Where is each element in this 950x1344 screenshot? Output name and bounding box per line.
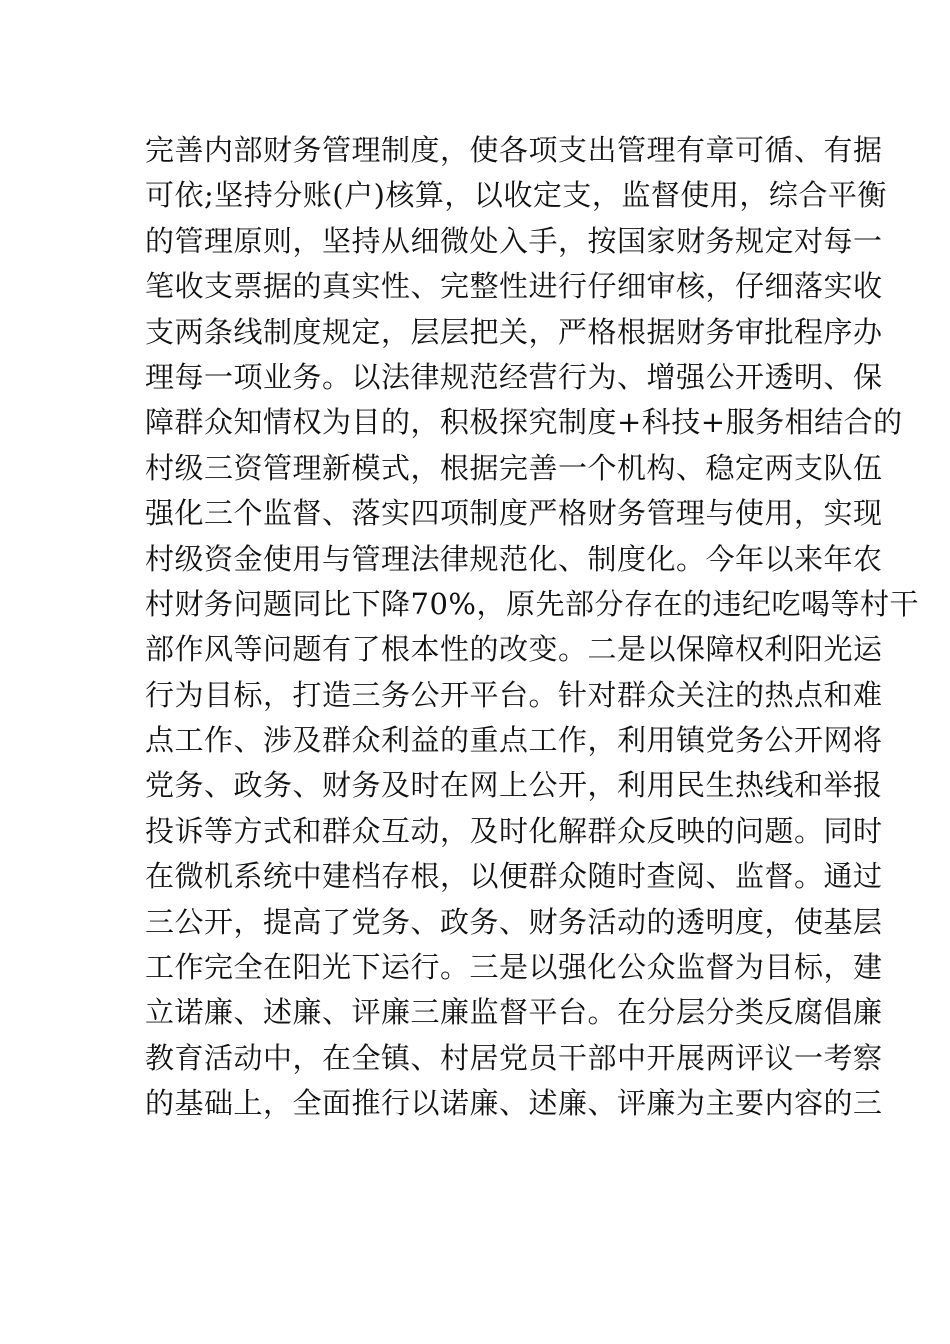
- text-line: 立诺廉、述廉、评廉三廉监督平台。在分层分类反腐倡廉: [145, 995, 883, 1030]
- text-line: 教育活动中，在全镇、村居党员干部中开展两评议一考察: [145, 1040, 883, 1075]
- text-line: 工作完全在阳光下运行。三是以强化公众监督为目标，建: [145, 950, 883, 985]
- text-line: 障群众知情权为目的，积极探究制度+科技+服务相结合的: [145, 405, 903, 440]
- text-line: 村财务问题同比下降70%，原先部分存在的违纪吃喝等村干: [145, 586, 919, 621]
- text-line: 可依;坚持分账(户)核算，以收定支，监督使用，综合平衡: [145, 178, 887, 213]
- text-line: 村级三资管理新模式，根据完善一个机构、稳定两支队伍: [145, 450, 883, 485]
- text-line: 的管理原则，坚持从细微处入手，按国家财务规定对每一: [145, 223, 883, 258]
- text-line: 三公开，提高了党务、政务、财务活动的透明度，使基层: [145, 904, 883, 939]
- text-line: 理每一项业务。以法律规范经营行为、增强公开透明、保: [145, 359, 883, 394]
- text-line: 笔收支票据的真实性、完整性进行仔细审核，仔细落实收: [145, 269, 883, 304]
- text-line: 村级资金使用与管理法律规范化、制度化。今年以来年农: [145, 541, 883, 576]
- body-paragraph: [145, 128, 919, 1127]
- text-line: 在微机系统中建档存根，以便群众随时查阅、监督。通过: [145, 859, 883, 894]
- text-line: 点工作、涉及群众利益的重点工作，利用镇党务公开网将: [145, 723, 883, 758]
- text-line: 的基础上，全面推行以诺廉、述廉、评廉为主要内容的三: [145, 1086, 883, 1121]
- text-line: 投诉等方式和群众互动，及时化解群众反映的问题。同时: [145, 813, 883, 848]
- text-line: 强化三个监督、落实四项制度严格财务管理与使用，实现: [145, 496, 883, 531]
- text-line: 部作风等问题有了根本性的改变。二是以保障权利阳光运: [145, 632, 883, 667]
- text-line: 完善内部财务管理制度，使各项支出管理有章可循、有据: [145, 133, 883, 167]
- text-line: 行为目标，打造三务公开平台。针对群众关注的热点和难: [145, 677, 883, 712]
- text-line: 党务、政务、财务及时在网上公开，利用民生热线和举报: [145, 768, 883, 803]
- text-line: 支两条线制度规定，层层把关，严格根据财务审批程序办: [145, 314, 883, 349]
